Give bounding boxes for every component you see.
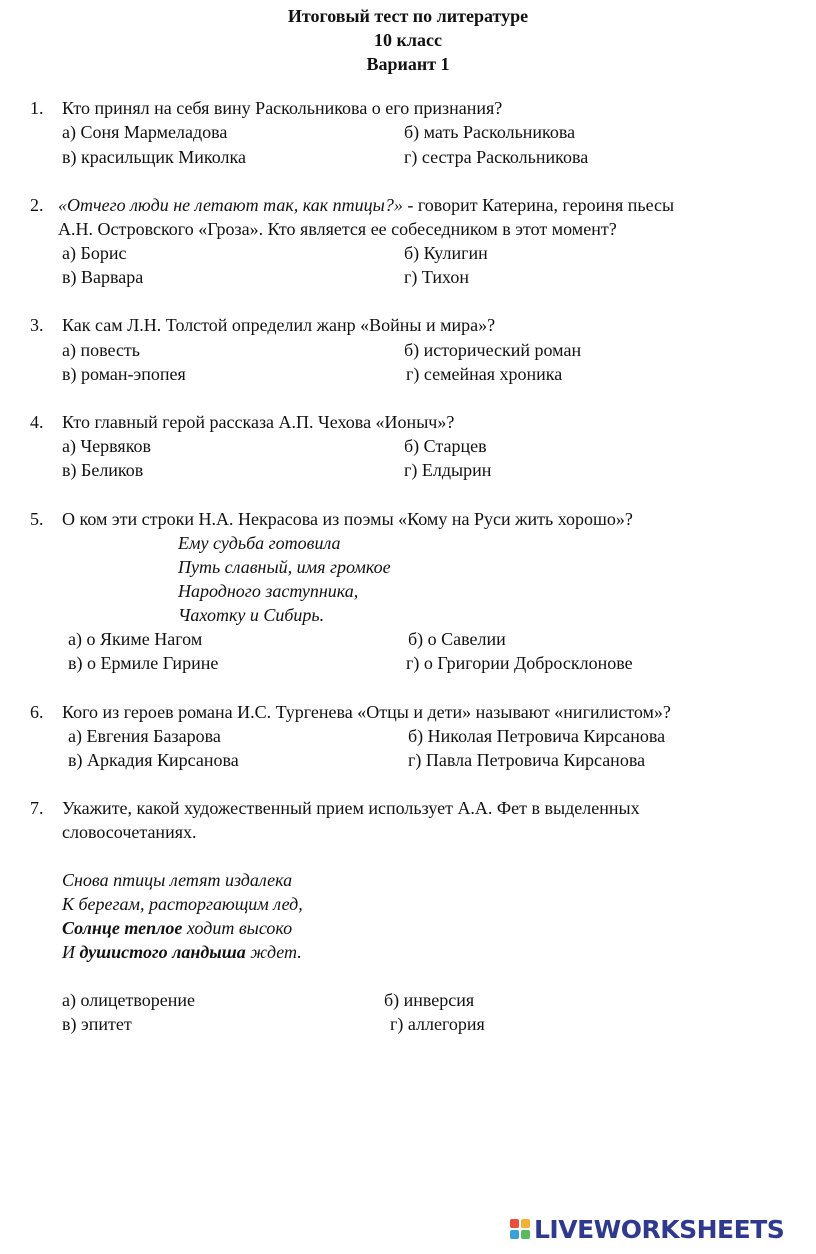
question-number: 2. bbox=[30, 195, 44, 215]
option-d[interactable]: г) Павла Петровича Кирсанова bbox=[408, 750, 646, 770]
question-number: 3. bbox=[30, 315, 44, 335]
poem-line bbox=[62, 916, 292, 940]
worksheet-title: Итоговый тест по литературе bbox=[287, 6, 529, 26]
option-d[interactable]: г) о Григории Добросклонове bbox=[406, 653, 633, 673]
question-number: 7. bbox=[30, 798, 44, 818]
option-a[interactable]: а) о Якиме Нагом bbox=[68, 629, 203, 649]
logo-tile bbox=[510, 1230, 519, 1239]
poem-line: Путь славный, имя громкое bbox=[178, 557, 391, 577]
option-b[interactable]: б) Николая Петровича Кирсанова bbox=[408, 726, 666, 746]
question-number: 4. bbox=[30, 412, 44, 432]
question-number: 1. bbox=[30, 98, 44, 118]
option-c[interactable]: в) эпитет bbox=[62, 1014, 132, 1034]
option-c[interactable]: в) Беликов bbox=[62, 460, 144, 480]
question-quote: «Отчего люди не летают так, как птицы?» bbox=[58, 195, 403, 215]
question-text: Кто принял на себя вину Раскольникова о его признания? bbox=[62, 98, 503, 118]
question-text-part: - говорит Катерина, героиня пьесы bbox=[402, 195, 675, 215]
liveworksheets-logo-text: LIVEWORKSHEETS bbox=[534, 1214, 785, 1244]
question-text bbox=[58, 193, 674, 217]
highlighted-phrase: душистого ландыша bbox=[79, 942, 246, 962]
option-b[interactable]: б) исторический роман bbox=[404, 340, 582, 360]
option-b[interactable]: б) Кулигин bbox=[404, 243, 488, 263]
poem-line: Народного заступника, bbox=[178, 581, 359, 601]
option-b[interactable]: б) Старцев bbox=[404, 436, 487, 456]
option-a[interactable]: а) Евгения Базарова bbox=[68, 726, 221, 746]
liveworksheets-logo-icon bbox=[510, 1219, 530, 1239]
question-number: 5. bbox=[30, 509, 44, 529]
poem-line: Снова птицы летят издалека bbox=[62, 870, 293, 890]
highlighted-phrase: Солнце теплое bbox=[62, 918, 183, 938]
option-d[interactable]: г) семейная хроника bbox=[406, 364, 563, 384]
option-c[interactable]: в) красильщик Миколка bbox=[62, 147, 246, 167]
question-text: Укажите, какой художественный прием использует А.А. Фет в выделенных bbox=[62, 798, 640, 818]
poem-text-part: ждет. bbox=[245, 942, 302, 962]
option-a[interactable]: а) Червяков bbox=[62, 436, 152, 456]
liveworksheets-logo bbox=[510, 1214, 784, 1244]
question-text: Как сам Л.Н. Толстой определил жанр «Войны и мира»? bbox=[62, 315, 496, 335]
logo-tile bbox=[510, 1219, 519, 1228]
question-number: 6. bbox=[30, 702, 44, 722]
poem-line: К берегам, расторгающим лед, bbox=[62, 894, 303, 914]
question-text: Кто главный герой рассказа А.П. Чехова «Ионыч»? bbox=[62, 412, 455, 432]
option-a[interactable]: а) олицетворение bbox=[62, 990, 195, 1010]
option-d[interactable]: г) аллегория bbox=[390, 1014, 485, 1034]
option-c[interactable]: в) Варвара bbox=[62, 267, 144, 287]
worksheet-variant: Вариант 1 bbox=[366, 54, 450, 74]
poem-line: Ему судьба готовила bbox=[178, 533, 341, 553]
option-d[interactable]: г) сестра Раскольникова bbox=[404, 147, 589, 167]
option-b[interactable]: б) инверсия bbox=[384, 990, 475, 1010]
option-c[interactable]: в) роман-эпопея bbox=[62, 364, 186, 384]
option-a[interactable]: а) Борис bbox=[62, 243, 127, 263]
option-c[interactable]: в) Аркадия Кирсанова bbox=[68, 750, 239, 770]
option-a[interactable]: а) Соня Мармеладова bbox=[62, 122, 228, 142]
question-7-line2: словосочетаниях. bbox=[62, 822, 197, 842]
question-2-line2: А.Н. Островского «Гроза». Кто является ее собеседником в этот момент? bbox=[58, 219, 617, 239]
option-c[interactable]: в) о Ермиле Гирине bbox=[68, 653, 219, 673]
logo-tile bbox=[521, 1230, 530, 1239]
option-a[interactable]: а) повесть bbox=[62, 340, 141, 360]
worksheet-header bbox=[0, 4, 816, 76]
question-text: Кого из героев романа И.С. Тургенева «Отцы и дети» называют «нигилистом»? bbox=[62, 702, 671, 722]
poem-text-part: ходит высоко bbox=[182, 918, 293, 938]
poem-text-part: И bbox=[62, 942, 80, 962]
option-d[interactable]: г) Елдырин bbox=[404, 460, 492, 480]
poem-line: Чахотку и Сибирь. bbox=[178, 605, 325, 625]
logo-tile bbox=[521, 1219, 530, 1228]
poem-line bbox=[62, 940, 302, 964]
option-d[interactable]: г) Тихон bbox=[404, 267, 470, 287]
question-text: О ком эти строки Н.А. Некрасова из поэмы «Кому на Руси жить хорошо»? bbox=[62, 509, 633, 529]
option-b[interactable]: б) о Савелии bbox=[408, 629, 506, 649]
option-b[interactable]: б) мать Раскольникова bbox=[404, 122, 576, 142]
worksheet-grade: 10 класс bbox=[374, 30, 442, 50]
